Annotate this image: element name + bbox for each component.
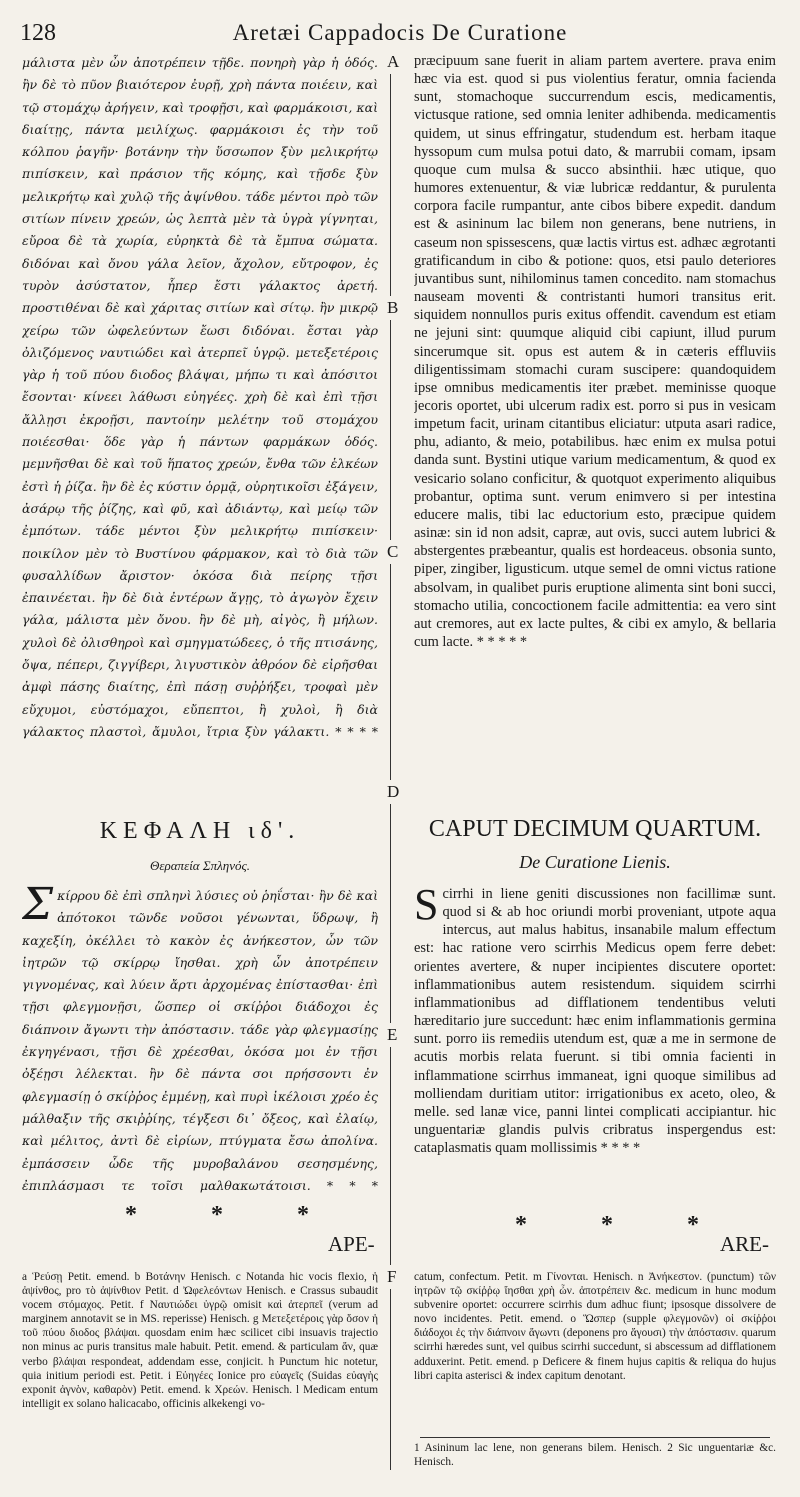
latin-chapter-heading: CAPUT DECIMUM QUARTUM. bbox=[428, 816, 762, 842]
margin-letter-b: B bbox=[386, 296, 399, 320]
latin-catchword: ARE- bbox=[720, 1232, 769, 1256]
latin-drop-cap: S bbox=[414, 885, 439, 929]
greek-chapter-heading: ΚΕΦΑΛΗ ιδ'. bbox=[99, 818, 301, 844]
column-divider bbox=[390, 55, 391, 1470]
latin-chapter-text bbox=[414, 885, 776, 1211]
running-title: Aretæi Cappadocis De Curatione bbox=[232, 20, 568, 45]
footnotes-right: catum, confectum. Petit. m Γίνονται. Henisch. n Ἀνήκεστον. (punctum) τῶν ἰητρῶν τῷ σκίῤῥῳ ἴησθαι χρὴ ὦν. ἀποτρέπειν &c. medicum in hunc modum subvenire oportet: occurrere scirrhis dum adhuc fiunt; ipsosque dissolvere de novo incidentes. Petit. emend. o Ὥσπερ (supple φλεγμονῶν) οἱ σκίῤῥοι διάδοχοι ἐς τὴν διάπνοιν ἄγωντι (deponens pro ἄγουσι) τὴν ἀπόστασιν. quarum scirrhi hæredes sunt, vel quibus scirrhi succedunt, si abscessum ad difflationem adduxerint. Petit. emend. p Deficere & finem hujus capitis & reliqua do hujus libri capita asterisci & index capitum denotant. bbox=[414, 1271, 776, 1382]
latin-omission-stars: * * * bbox=[515, 1212, 733, 1238]
page-number: 128 bbox=[20, 20, 56, 46]
greek-chapter-subheading: Θεραπεία Σπληνός. bbox=[149, 858, 250, 873]
latin-chapter-body: cirrhi in liene geniti discussiones non facillimæ sunt. quod si & ab hoc oriundi morbi proveniant, utpote aqua intercus, aut malus habitus, insanabile malum effectum est: hac ratione vero scirrhis Medicus opem ferre debet: orientes avertere, & nuper incipientes discutere oportet: inflammationibus autem resistendum. siquidem scirrhi inflammationibus ad difflationem tendentibus veluti hæreditario jure succedunt: hæc enim inflammationis germina sunt. porro iis remediis utendum est, quæ a me in sermone de acutis morbis relata fuerunt. si tibi omnia facienti in inflammatione scirrhus immaneat, igni quoque similibus ad molliendam duritiam utitor: irrigationibus ex aceto, oleo, & melle. sed lanæ vice, panni lintei complicati accipiantur. hic unguentariæ glandis pulvis cribratus inspergendus est: cataplasmatis quam mollissimis * * * * bbox=[414, 886, 776, 1157]
margin-letter-e: E bbox=[386, 1023, 398, 1047]
footnotes-left: a Ῥεύσῃ Petit. emend. b Βοτάνην Henisch. c Notanda hic vocis flexio, ἡ ἀψίνθος, pro τὸ ἀψίνθιον Petit. d Ὠφελεόντων Henisch. e Crassus subaudit vocem στόμαχος. Petit. f Ναυτιώδει ὑγρῷ omisit καὶ ἀτερπεῖ (verum ad marginem annotavit se in MS. reperisse) Henisch. g Μετεξετέροις γὰρ ὅσον ἡ τοῦ πύου διοδος βλάψαι. quosdam enim hæc scilicet cibi insuavis trajectio non minus ac puris transitus male habuit. Petit. emend. & particulam ἄν, quæ verbo βλάψαι respondeat, addendam esse, conjicit. h Punctum hic notetur, quia initium periodi est. Petit. i Εὐηγέες Ionice pro εὐαγεῖς (Suidas εὐαγὴς exponit ἁγνὸν, καθαρὸν) Petit. emend. k Χρεών. Henisch. l Medicam entum intelligit ex solano halicacabo, officinis alkekengi vo- bbox=[22, 1271, 378, 1410]
greek-omission-stars: * * * bbox=[125, 1202, 343, 1228]
greek-catchword: ΑΡΕ- bbox=[328, 1232, 375, 1256]
greek-drop-cap: Σ bbox=[22, 885, 54, 930]
margin-letter-d: D bbox=[386, 780, 400, 804]
margin-letter-a: A bbox=[386, 50, 400, 74]
margin-letter-f: F bbox=[386, 1265, 397, 1289]
greek-chapter-body: κίρρου δὲ ἐπὶ σπληνὶ λύσιες οὐ ῥηΐσται· ἢν δὲ καὶ ἀπότοκοι τῶνδε νοῦσοι γένωνται, ὕδρωψ, ἢ καχεξίη, ὀκέλλει τὸ κακὸν ἐς ἀνήκεστον, ὧν τῶν ἰητρῶν τῷ σκίρρῳ ἴησθαι. χρὴ ὦν ἀποτρέπειν γιγνομένας, καὶ λύειν ἄρτι ἀρχομένας ἐπίστασθαι· ἐπὶ τῇσι φλεγμονῇσι, ὥσπερ οἱ σκίῤῥοι διάδοχοι ἐς διάπνοιν ἄγωντι τὴν ἀπόστασιν. τάδε γὰρ φλεγμασίῃς ἐκγηγένασι, τῇσι δὲ χρέεσθαι, ὁκόσα μοι ἐν τῇσι ὀξέῃσι λέλεκται. ἢν δὲ πάντα σοι πρήσσοντι ἐν φλεγμασίῃ ὁ σκίῤῥος ἐμμένῃ, καὶ πυρὶ ἰκέλοισι χρέο ἐς μάλθαξιν τῆς σκιῤῥίης, τέγξεσι δι᾽ ὄξεος, καὶ ἐλαίῳ, καὶ μέλιτος, ἀντὶ δὲ εἰρίων, πτύγματα ἔσω ἀπολίνα. ἐμπάσσειν ὧδε τῆς μυροβαλάνου σεσησμένης, ἐπιπλάσμασι τε τοῖσι μαλθακωτάτοισι. * * * bbox=[22, 888, 378, 1193]
footnotes-right-small: 1 Asininum lac lene, non generans bilem. Henisch. 2 Sic unguentariæ &c. Henisch. bbox=[414, 1442, 776, 1469]
page-header bbox=[20, 20, 780, 52]
margin-letter-c: C bbox=[386, 540, 399, 564]
greek-chapter-text bbox=[22, 885, 378, 1203]
footnote-separator bbox=[420, 1437, 770, 1438]
latin-chapter-subheading: De Curatione Lienis. bbox=[519, 852, 671, 872]
latin-text-block: præcipuum sane fuerit in aliam partem avertere. prava enim hæc via est. quod si pus violentius feratur, omnia facienda sunt, stomachoque succurrendum escis, medicamentis, victusque ratione, sed omnia leniter adhibenda. medicamentis quidem, ut sinus effringatur, studendum est. herbam itaque hyssopum cum mulsa potui dato, & marrubii comam, ipsam quoque cum mulsa & succo absinthii. hæc utique, quo humores extenuentur, & viæ lubricæ reddantur, & purulenta corpora facile rumpantur, ante cibos bibere expedit. dandum est & asininum lac bilem non generans, bene nutriens, in caseum non spissescens, quæ lactis virtus est. adhæc ægrotanti gratificandum in cibo & potione: quos, etsi paulo deteriores juvantibus sunt, nihilominus tamen concedito. nam stomachus nauseam moventi & contristanti humori transitus erit. siquidem nonnullos puris exitus offendit. cavendum est etiam ne jejuni sint: quumque aliquid cibi capiunt, illud purum sincerumque sit. opus est autem & in cæteris effluviis diligentissimam stomachi curam suscipere: quandoquidem ipse omnibus medicamentis iter præbet. meminisse quoque jecoris oportet, ubi ulcerum radix est. porro si pus in vesicam impetum facit, urinam citantibus eliciatur: utputa asari radice, phu, adianto, & meio, potabilibus. hæc enim ex mulsa potui danda sunt. Bystini utique varium medicamentum, & quod ex vesicario solano conficitur, & quotquot experimento aliquibus probantur, optima sunt. verum enimvero si per intestina educere malis, tibi lac eductorium esto, præcipue quidem asinæ: sin id non adsit, capræ, aut ovis, succi autem lubrici & abstergentes præbeantur, qualis est hordeaceus. obsonia sunto, piper, zingiber, ligusticum. utque semel de omni victus ratione absolvam, in qualibet puris eruptione alimenta sint boni succi, stomacho utilia, concoctionem facile admittentia: ea vero sint aut cremores, aut ex lacte pultes, & cibi ex amylo, & bellaria cum lacte. * * * * * bbox=[414, 53, 776, 650]
greek-text-block: μάλιστα μὲν ὦν ἀποτρέπειν τῇδε. πονηρὴ γὰρ ἡ ὁδός. ἢν δὲ τὸ πῦον βιαιότερον ἐυρῇ, χρὴ πάντα ποιέειν, καὶ τῷ στομάχῳ ἀρήγειν, καὶ τροφῇσι, καὶ φαρμάκοισι, καὶ διαίτῃς, πάντα μειλίχως. φαρμάκοισι ἐς τὴν τοῦ κόλπου ῥαγῆν· βοτάνην τὴν ὕσσωπον ξὺν μελικρήτῳ πιπίσκειν, καὶ πράσιον τῆς κόμης, καὶ τῇσδε ξὺν μελικρήτῳ καὶ χυλῷ τῆς ἀψίνθου. τάδε μέντοι πρὸ τῶν σιτίων πίνειν χρεών, ὡς λεπτὰ μὲν τὰ ὑγρὰ γίγνηται, εὔροα δὲ τὰ χωρία, εὐρηκτὰ δὲ τὰ ἔμπυα σώματα. διδόναι καὶ ὄνου γάλα λεῖον, ἄχολον, εὔτροφον, ἐς τυρὸν ἀσύστατον, ἧπερ ἔστι γάλακτος ἀρετή. προστιθέναι δὲ καὶ χάριτας σιτίων καὶ σίτῳ. ἢν μικρῷ χείρω τῶν ὠφελεύντων ἔωσι διδόναι. ἔσται γὰρ ὀλιζόμενος ναυτιώδει καὶ ἀτερπεῖ ὑγρῷ. μετεξετέροις γὰρ ἡ τοῦ πύου διοδος βλάψαι, μήπω τι καὶ ἀπόσιτοι ἔσονται· κίνεει λάθωσι εὐηγέες. χρὴ δὲ καὶ ἐπὶ τῇσι ἄλλῃσι ἐκροῇσι, παντοίην μελέτην τοῦ στομάχου ποιέεσθαι· ὅδε γὰρ ἡ πάντων φαρμάκων ὁδός. μεμνῆσθαι δὲ καὶ τοῦ ἥπατος χρεών, ἔνθα τῶν ἑλκέων ἐστὶ ἡ ῥίζα. ἢν δὲ ἐς κύστιν ὁρμᾷ, οὐρητικοῖσι ἐξάγειν, ἀσάρῳ τῆς ῥίζης, καὶ φῦ, καὶ ἀδιάντῳ, καὶ μείῳ τῶν ἐμπότων. τάδε μέντοι ξὺν μελικρήτῳ πιπίσκειν· ποικίλον μὲν τὸ Βυστίνου φάρμακον, καὶ τὸ διὰ τῶν φυσαλλίδων ἄριστον· ὁκόσα διὰ πείρης τῇσι ἐπαινέεται. ἢν δὲ διὰ ἐντέρων ἄγῃς, τὸ ἀγωγὸν ἔχειν γάλα, μάλιστα μὲν ὄνου. ἢν δὲ μὴ, αἰγὸς, ἢ μήλων. χυλοὶ δὲ ὀλισθηροὶ καὶ σμηγματώδεες, ὁ τῆς πτισάνης, ὄψα, πέπερι, ζιγγίβερι, λιγυστικὸν ἀθρόον δὲ εἰρῆσθαι ἀμφὶ πάσης διαίτης, ἐπὶ πάσῃ συῤῥήξει, τροφαὶ μὲν εὔχυμοι, εὐστόμαχοι, εὔπεπτοι, ἢ χυλοὶ, ἢ διὰ γάλακτος πλαστοὶ, ἄμυλοι, ἴτρια ξὺν γάλακτι. * * * * bbox=[22, 55, 378, 739]
